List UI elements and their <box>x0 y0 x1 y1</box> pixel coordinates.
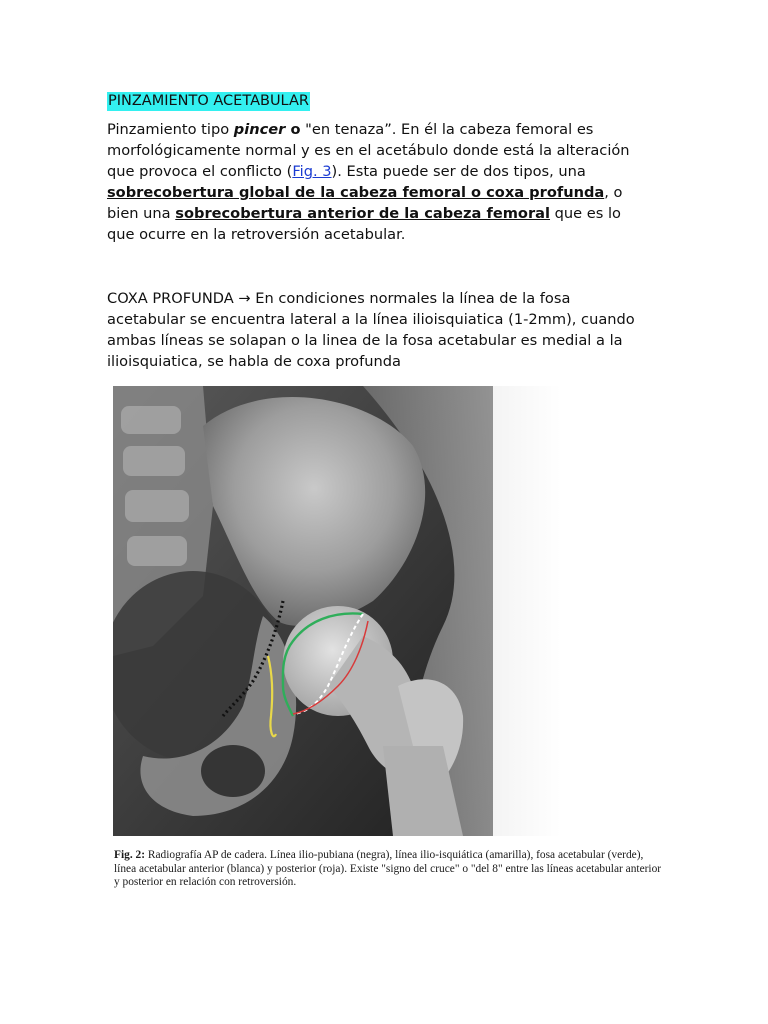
text-span: , o bien una <box>107 184 623 222</box>
text-span: "en tenaza <box>300 121 385 138</box>
hip-xray-image <box>113 386 493 836</box>
paragraph-pincer <box>107 119 652 245</box>
figure-background <box>493 386 663 836</box>
text-span: Pinzamiento tipo <box>107 121 234 138</box>
figure-caption <box>114 849 662 890</box>
term-pincer: pincer <box>233 121 286 138</box>
text-span: que es lo que ocurre en la retroversión acetabular. <box>107 205 621 243</box>
caption-text: Radiografía AP de cadera. Línea ilio-pubiana (negra), línea ilio-isquiática (amarilla), fosa acetabular (verde), línea acetabular anterior (blanca) y posterior (roja). Existe "signo del cruce" o "del 8" entre las líneas acetabular anterior y posterior en relación con retroversión. <box>114 849 662 888</box>
text-span: ”. En él la cabeza femoral es morfológicamente normal y es en el acetábulo donde está la alteración que provoca el conflicto ( <box>107 121 630 180</box>
fig-3-link[interactable]: Fig. 3 <box>292 163 332 180</box>
figure-2 <box>113 386 663 906</box>
caption-label: Fig. 2: <box>114 849 146 861</box>
paragraph-coxa-profunda: COXA PROFUNDA → En condiciones normales la línea de la fosa acetabular se encuentra lateral a la línea ilioisquiatica (1-2mm), cuando ambas líneas se solapan o la linea de la fosa acetabular es medial a la ilioisquiatica, se habla de coxa profunda <box>107 290 635 370</box>
term-anterior-overcoverage: sobrecobertura anterior de la cabeza femoral <box>175 205 551 222</box>
text-span: ). Esta puede ser de dos tipos, una <box>331 163 586 180</box>
section-heading: PINZAMIENTO ACETABULAR <box>108 93 309 109</box>
document-body <box>107 90 667 372</box>
term-global-overcoverage: sobrecobertura global de la cabeza femoral o coxa profunda <box>107 184 605 201</box>
text-span: o <box>285 121 301 138</box>
